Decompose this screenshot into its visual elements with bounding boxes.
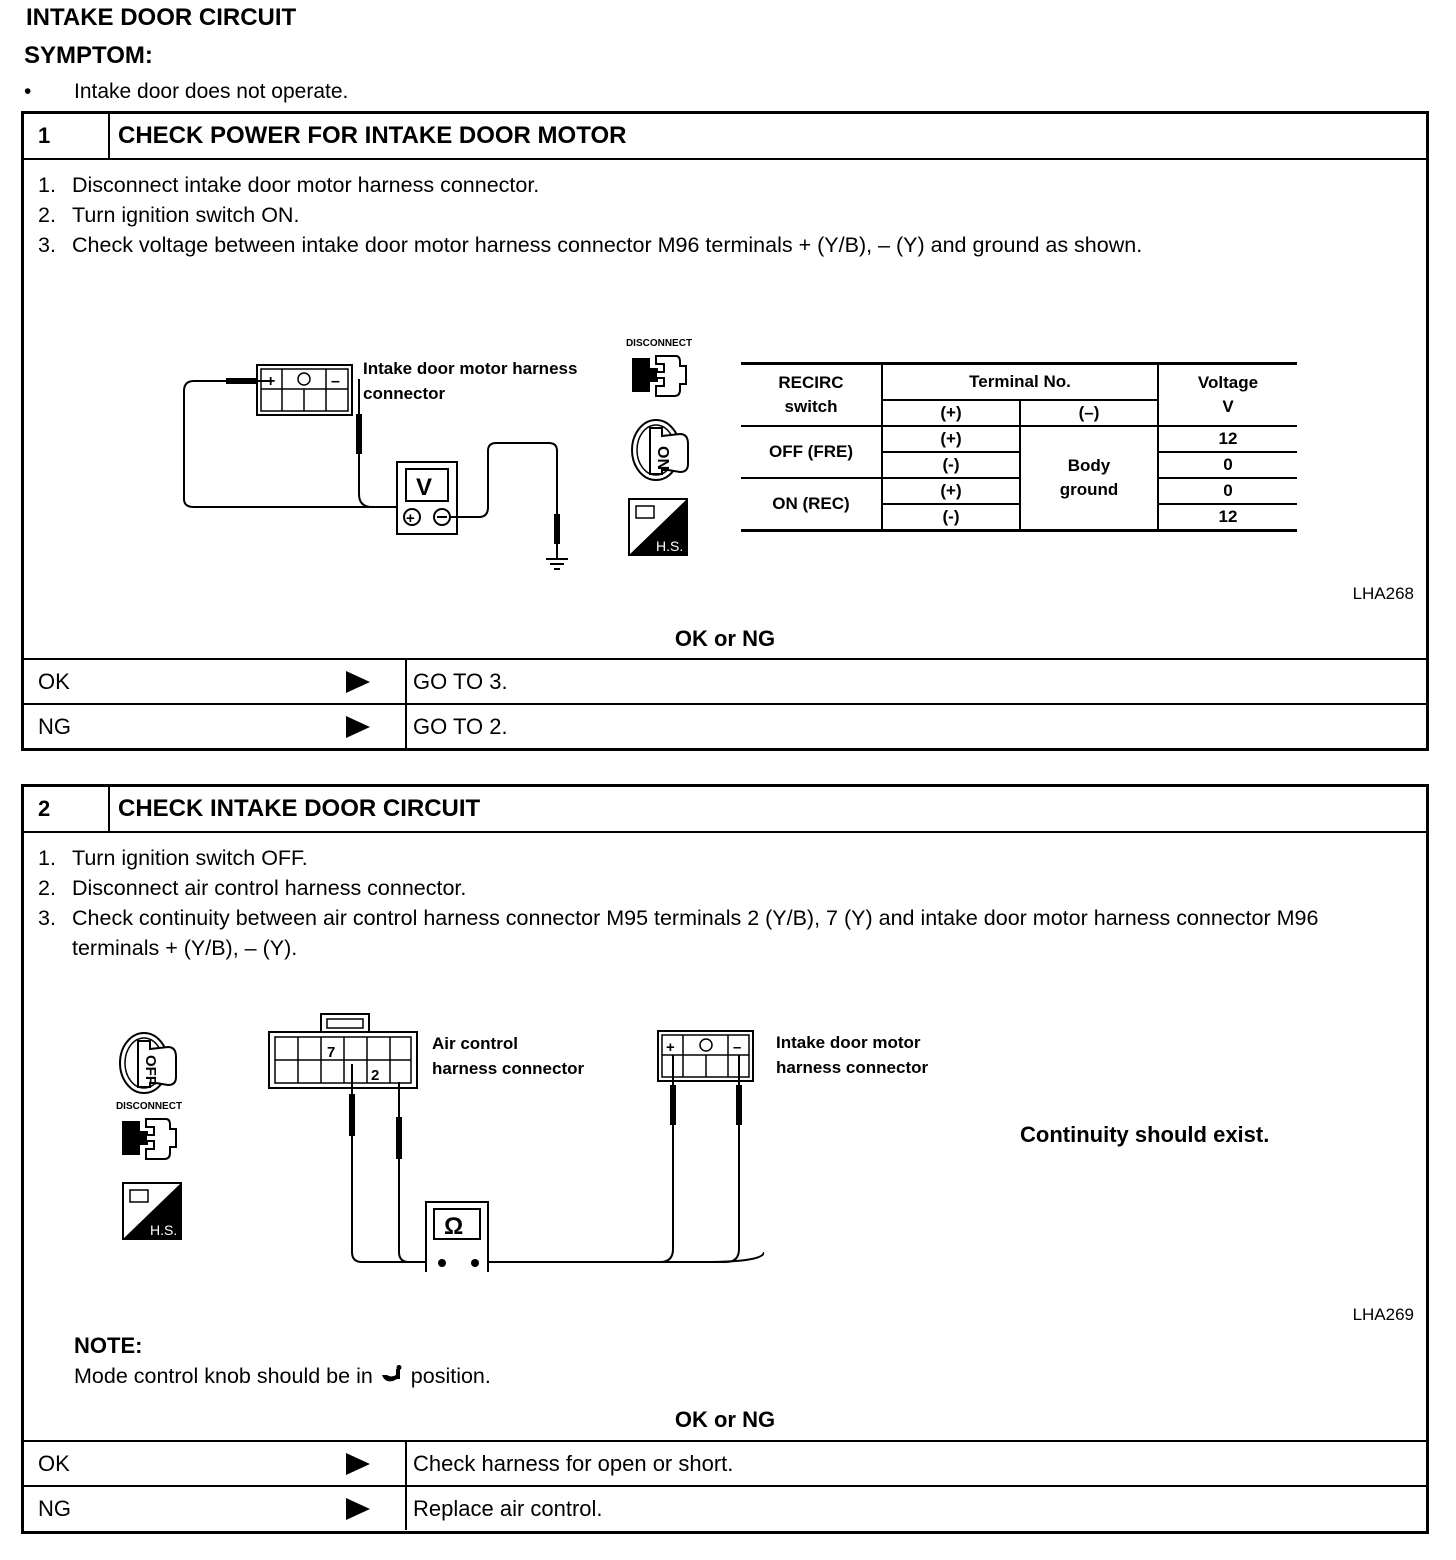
svg-text:+: +	[266, 373, 276, 390]
instruction-number: 2.	[38, 876, 56, 900]
cell-switch: ON (REC)	[741, 478, 882, 531]
instruction-item	[38, 170, 1426, 200]
instruction-text: Disconnect intake door motor harness connector.	[72, 173, 540, 197]
result-row-ok[interactable]	[24, 1440, 1426, 1485]
disconnect-icon	[626, 352, 692, 398]
ok-ng-title: OK or NG	[674, 1407, 776, 1432]
note-text-before: Mode control knob should be in	[74, 1364, 373, 1388]
note-label: NOTE:	[74, 1333, 143, 1358]
result-key-text: NG	[38, 713, 71, 739]
result-action[interactable]: GO TO 3.	[413, 668, 508, 694]
step-title: CHECK POWER FOR INTAKE DOOR MOTOR	[118, 122, 627, 149]
voltage-table-wrap	[741, 362, 1297, 532]
table-row	[741, 426, 1297, 452]
instruction-number: 3.	[38, 233, 56, 257]
instruction-text: Disconnect air control harness connector.	[72, 876, 467, 900]
harness-service-icon	[122, 1182, 182, 1240]
arrow-right-icon	[346, 716, 370, 738]
symptom-label: SYMPTOM:	[24, 42, 153, 69]
label-line: connector	[363, 384, 446, 403]
table-row	[741, 478, 1297, 504]
continuity-text: Continuity should exist.	[1020, 1122, 1270, 1147]
figure-id: LHA269	[1352, 1305, 1414, 1324]
disconnect-label: DISCONNECT	[115, 1101, 183, 1112]
symptom-text: Intake door does not operate.	[74, 80, 349, 103]
svg-text:+: +	[666, 1039, 675, 1056]
instruction-item	[38, 843, 1426, 873]
result-row-ng[interactable]	[24, 1485, 1426, 1530]
instruction-number: 1.	[38, 173, 56, 197]
air-connector-label	[432, 1031, 584, 1081]
label-line: harness connector	[432, 1059, 585, 1078]
instruction-text: Turn ignition switch ON.	[72, 203, 300, 227]
instruction-item	[38, 903, 1398, 963]
header-voltage	[1158, 364, 1297, 427]
svg-text:–: –	[331, 373, 340, 390]
instruction-text: Check voltage between intake door motor harness connector M96 terminals + (Y/B), – (Y) and ground as shown.	[72, 233, 1143, 257]
result-key	[24, 1487, 407, 1530]
cell-voltage: 0	[1158, 478, 1297, 504]
header-text: Voltage	[1197, 373, 1259, 392]
instruction-number: 1.	[38, 846, 56, 870]
cell-plus: (-)	[882, 452, 1020, 478]
ignition-text: ON	[654, 446, 671, 470]
header-minus: (–)	[1020, 400, 1158, 426]
result-key-text: NG	[38, 1495, 71, 1521]
step-title: CHECK INTAKE DOOR CIRCUIT	[118, 795, 481, 822]
pin-7: 7	[327, 1044, 336, 1061]
header-switch	[741, 364, 882, 427]
instruction-text: Check continuity between air control harness connector M95 terminals 2 (Y/B), 7 (Y) and intake door motor harness connector M96 terminals + (Y/B), – (Y).	[72, 906, 1319, 960]
header-text: RECIRC	[778, 373, 844, 392]
step-2-header	[24, 787, 1426, 833]
step-2-instructions	[24, 833, 1426, 963]
cell-switch: OFF (FRE)	[741, 426, 882, 478]
result-key-text: OK	[38, 668, 70, 694]
bullet-icon: •	[24, 80, 32, 103]
arrow-right-icon	[346, 1498, 370, 1520]
label-line: Intake door motor harness	[363, 359, 578, 378]
instruction-item	[38, 200, 1426, 230]
result-row-ng[interactable]	[24, 703, 1426, 748]
cell-voltage: 12	[1158, 426, 1297, 452]
note-text-after: position.	[410, 1364, 491, 1388]
pin-2: 2	[371, 1067, 380, 1084]
hs-text: H.S.	[656, 538, 684, 554]
instruction-item	[38, 230, 1426, 260]
cell-voltage: 12	[1158, 504, 1297, 531]
voltage-table	[741, 362, 1297, 532]
step-1-instructions	[24, 160, 1426, 260]
step-2-box	[21, 784, 1429, 1534]
ohm-symbol: Ω	[444, 1213, 464, 1240]
header-terminal: Terminal No.	[882, 364, 1158, 401]
defrost-foot-mode-icon	[379, 1365, 405, 1385]
disconnect-label: DISCONNECT	[625, 338, 693, 349]
label-line: Air control	[432, 1034, 518, 1053]
cell-plus: (-)	[882, 504, 1020, 531]
cell-text: Body	[1067, 456, 1111, 475]
result-action[interactable]: Replace air control.	[413, 1495, 603, 1521]
ok-ng-title: OK or NG	[674, 626, 776, 651]
svg-text:V: V	[416, 474, 433, 501]
arrow-right-icon	[346, 1453, 370, 1475]
result-key	[24, 705, 407, 748]
result-key	[24, 660, 407, 703]
svg-text:+: +	[406, 510, 415, 527]
result-row-ok[interactable]	[24, 658, 1426, 703]
instruction-item	[38, 873, 1426, 903]
motor-connector-label	[776, 1030, 928, 1080]
label-line: harness connector	[776, 1058, 929, 1077]
cell-text: ground	[1059, 480, 1119, 499]
step-number: 2	[24, 787, 110, 831]
figure-id: LHA268	[1352, 584, 1414, 603]
cell-body-ground	[1020, 426, 1158, 531]
cell-plus: (+)	[882, 426, 1020, 452]
cell-voltage: 0	[1158, 452, 1297, 478]
hs-text: H.S.	[150, 1222, 178, 1238]
motor-connector-diagram	[654, 1027, 784, 1267]
arrow-right-icon	[346, 671, 370, 693]
result-key	[24, 1442, 407, 1485]
result-key-text: OK	[38, 1450, 70, 1476]
header-plus: (+)	[882, 400, 1020, 426]
header-text: switch	[784, 397, 838, 416]
result-action[interactable]: GO TO 2.	[413, 713, 508, 739]
ignition-text: OFF	[142, 1055, 159, 1085]
page-title: INTAKE DOOR CIRCUIT	[26, 4, 297, 31]
instruction-text: Turn ignition switch OFF.	[72, 846, 308, 870]
step-1-header	[24, 114, 1426, 160]
disconnect-icon	[116, 1115, 182, 1161]
header-text: V	[1222, 397, 1234, 416]
connector-label	[363, 356, 577, 406]
ignition-off-icon	[116, 1027, 180, 1097]
result-action[interactable]: Check harness for open or short.	[413, 1450, 734, 1476]
ignition-on-icon	[628, 414, 692, 484]
label-line: Intake door motor	[776, 1033, 921, 1052]
instruction-number: 3.	[38, 906, 56, 930]
svg-text:–: –	[733, 1039, 742, 1056]
step-number: 1	[24, 114, 110, 158]
symptom-item	[24, 80, 348, 104]
cell-plus: (+)	[882, 478, 1020, 504]
step-1-box	[21, 111, 1429, 751]
harness-service-icon	[628, 498, 688, 556]
note-text	[74, 1364, 491, 1389]
instruction-number: 2.	[38, 203, 56, 227]
